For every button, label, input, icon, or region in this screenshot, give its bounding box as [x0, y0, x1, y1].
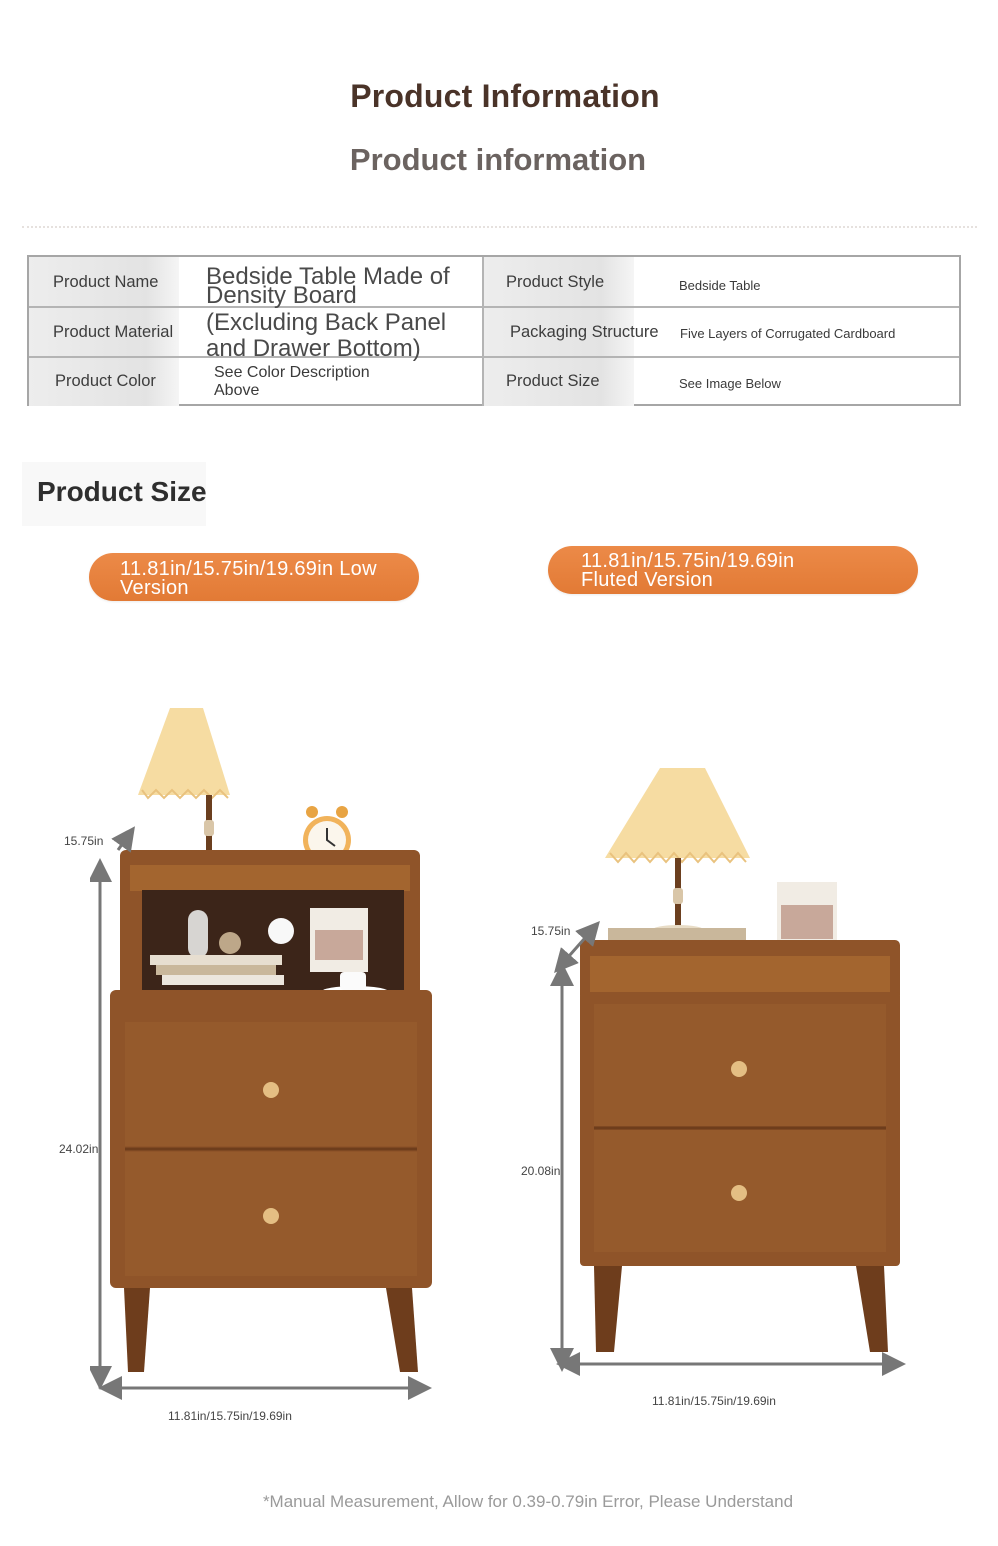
- drawer-knob-icon: [731, 1185, 747, 1201]
- fluted-height-label: 20.08in: [521, 1164, 561, 1178]
- size-heading: Product Size: [37, 476, 207, 507]
- divider: [22, 226, 977, 228]
- product-info-table: [27, 255, 961, 406]
- low-version-table-illustration: [90, 700, 440, 1400]
- drawer-knob-icon: [263, 1082, 279, 1098]
- product-size-value: See Image Below: [679, 375, 781, 391]
- lamp-shade-icon: [138, 708, 230, 795]
- product-material-label: Product Material: [29, 307, 179, 357]
- low-version-badge-line-1: 11.81in/15.75in/19.69in Low: [120, 558, 377, 580]
- product-style-value: Bedside Table: [679, 277, 761, 293]
- drawer-knob-icon: [731, 1061, 747, 1077]
- packaging-structure-value: Five Layers of Corrugated Cardboard: [680, 325, 896, 341]
- product-name-value: [206, 265, 496, 361]
- fluted-version-table-illustration: [550, 760, 910, 1380]
- fluted-version-badge-line-1: 11.81in/15.75in/19.69in: [581, 550, 795, 572]
- product-style-label: Product Style: [484, 257, 634, 307]
- low-depth-label: 15.75in: [64, 834, 104, 848]
- product-size-label: Product Size: [484, 357, 634, 406]
- product-name-label: Product Name: [29, 257, 179, 307]
- product-color-line-2: Above: [214, 382, 260, 399]
- measurement-note: *Manual Measurement, Allow for 0.39-0.79in Error, Please Understand: [262, 1492, 794, 1511]
- product-color-label: Product Color: [29, 357, 179, 406]
- low-height-label: 24.02in: [59, 1142, 99, 1156]
- fluted-width-label: 11.81in/15.75in/19.69in: [652, 1394, 776, 1408]
- product-material-line-2: and Drawer Bottom): [206, 335, 421, 362]
- drawer-knob-icon: [263, 1208, 279, 1224]
- low-version-badge: [89, 553, 419, 601]
- product-name-line-2: Density Board: [206, 282, 357, 309]
- fluted-depth-label: 15.75in: [531, 924, 571, 938]
- product-color-value: [214, 364, 494, 400]
- low-width-label: 11.81in/15.75in/19.69in: [168, 1409, 292, 1423]
- fluted-version-badge-line-2: Fluted Version: [581, 569, 714, 591]
- low-version-badge-line-2: Version: [120, 577, 189, 599]
- lamp-shade-icon: [605, 768, 750, 858]
- page-title: Product Information: [350, 78, 660, 114]
- product-material-line-1: (Excluding Back Panel: [206, 309, 447, 336]
- packaging-structure-label: Packaging Structure: [484, 307, 634, 357]
- page-subtitle: Product information: [349, 142, 647, 177]
- fluted-version-badge: [548, 546, 918, 594]
- product-color-line-1: See Color Description: [214, 364, 370, 381]
- product-name-line-1: Bedside Table Made of: [206, 263, 450, 290]
